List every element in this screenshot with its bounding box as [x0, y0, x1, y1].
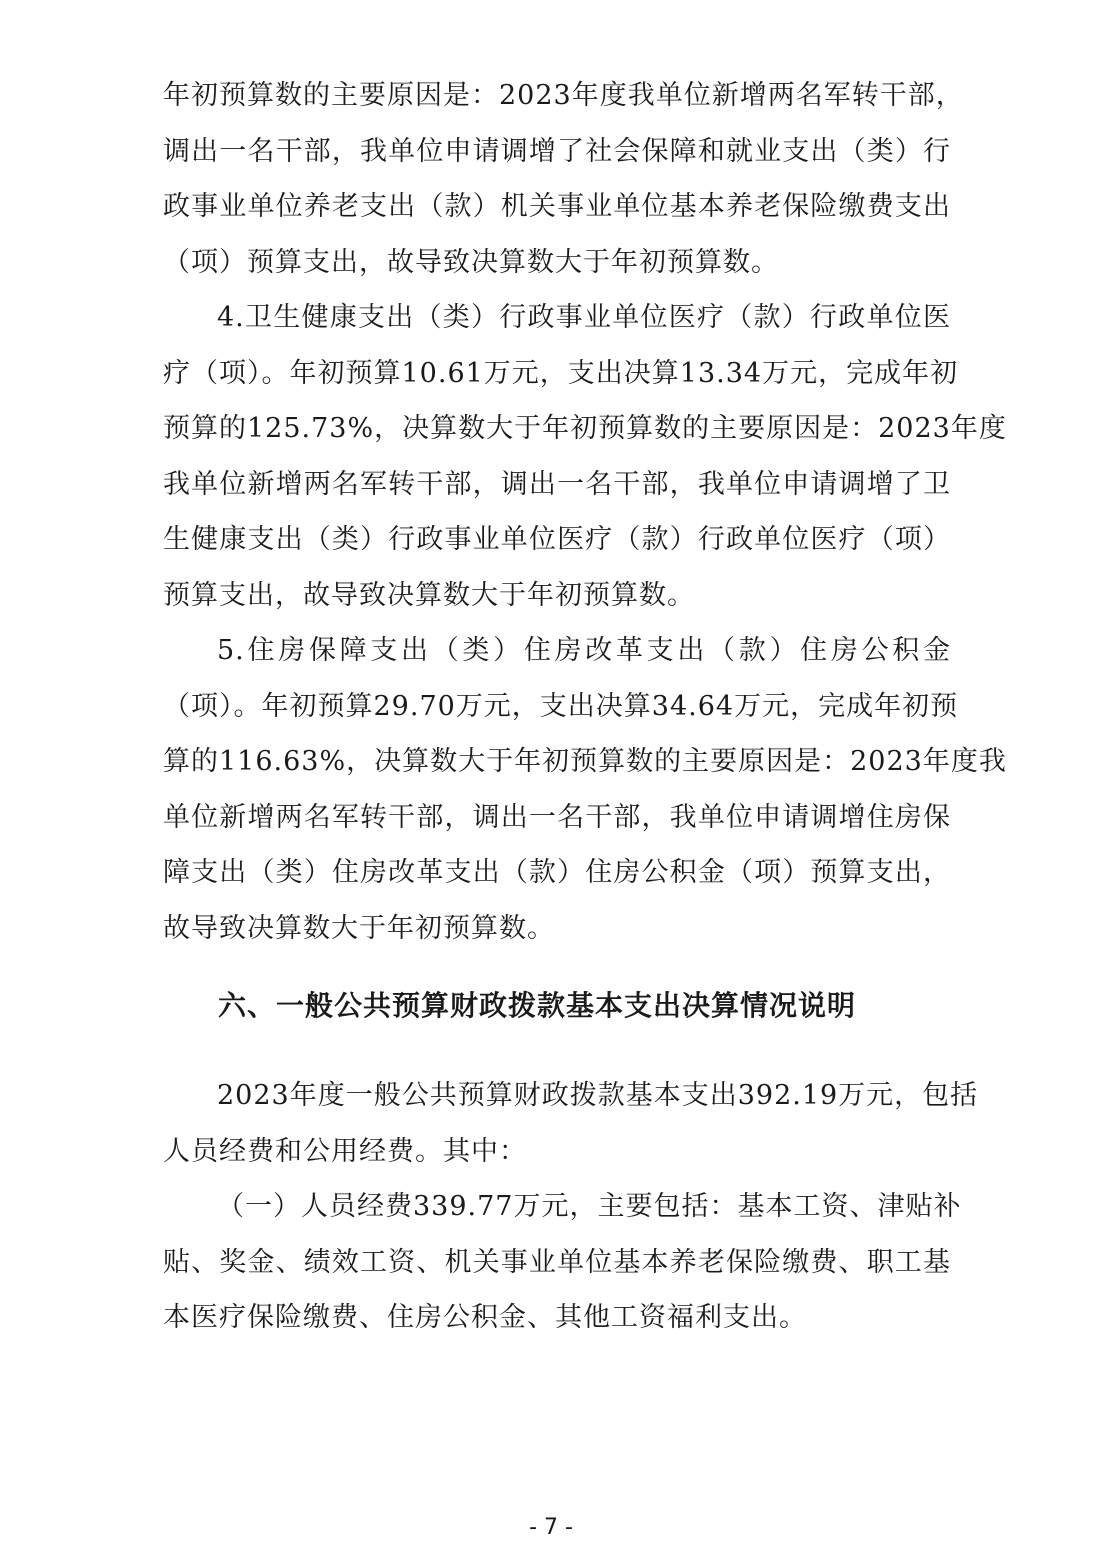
- text-line: 政事业单位养老支出（款）机关事业单位基本养老保险缴费支出: [163, 191, 951, 222]
- paragraph-personnel-expenses: [163, 1179, 962, 1346]
- text-line: 调出一名干部，我单位申请调增了社会保障和就业支出（类）行: [163, 135, 951, 167]
- section-heading: 六、一般公共预算财政拨款基本支出决算情况说明: [218, 989, 857, 1022]
- text-line: 障支出（类）住房改革支出（款）住房公积金（项）预算支出，: [163, 857, 951, 888]
- text-line: 疗（项）。年初预算10.61万元，支出决算13.34万元，完成年初: [163, 357, 959, 389]
- text-line: （一）人员经费339.77万元，主要包括：基本工资、津贴补: [217, 1191, 962, 1222]
- text-line: 本医疗保险缴费、住房公积金、其他工资福利支出。: [163, 1302, 807, 1333]
- text-line: 算的116.63%，决算数大于年初预算数的主要原因是：2023年度我: [163, 746, 1007, 777]
- text-line: （项）预算支出，故导致决算数大于年初预算数。: [163, 246, 779, 278]
- text-line: （项）。年初预算29.70万元，支出决算34.64万元，完成年初预: [163, 690, 959, 722]
- text-line: 2023年度一般公共预算财政拨款基本支出392.19万元，包括: [217, 1080, 979, 1111]
- text-line: 年初预算数的主要原因是：2023年度我单位新增两名军转干部，: [163, 80, 964, 111]
- text-line: 贴、奖金、绩效工资、机关事业单位基本养老保险缴费、职工基: [163, 1246, 951, 1278]
- text-line: 人员经费和公用经费。其中：: [163, 1135, 527, 1167]
- text-line: 预算支出，故导致决算数大于年初预算数。: [163, 579, 695, 611]
- text-line: 生健康支出（类）行政事业单位医疗（款）行政单位医疗（项）: [163, 524, 951, 555]
- paragraph-section-intro: [163, 1068, 979, 1179]
- page-number: - 7 -: [529, 1515, 573, 1540]
- text-line: 预算的125.73%，决算数大于年初预算数的主要原因是：2023年度: [163, 413, 1007, 444]
- text-line: 单位新增两名军转干部，调出一名干部，我单位申请调增住房保: [163, 801, 951, 833]
- text-line: 4.卫生健康支出（类）行政事业单位医疗（款）行政单位医: [217, 302, 951, 333]
- paragraph-continuation: [163, 68, 964, 290]
- paragraph-item-5: [163, 623, 1007, 956]
- text-line: 5.住房保障支出（类）住房改革支出（款）住房公积金: [217, 635, 951, 666]
- paragraph-item-4: [163, 290, 1007, 623]
- text-line: 故导致决算数大于年初预算数。: [163, 912, 555, 944]
- text-line: 我单位新增两名军转干部，调出一名干部，我单位申请调增了卫: [163, 468, 951, 500]
